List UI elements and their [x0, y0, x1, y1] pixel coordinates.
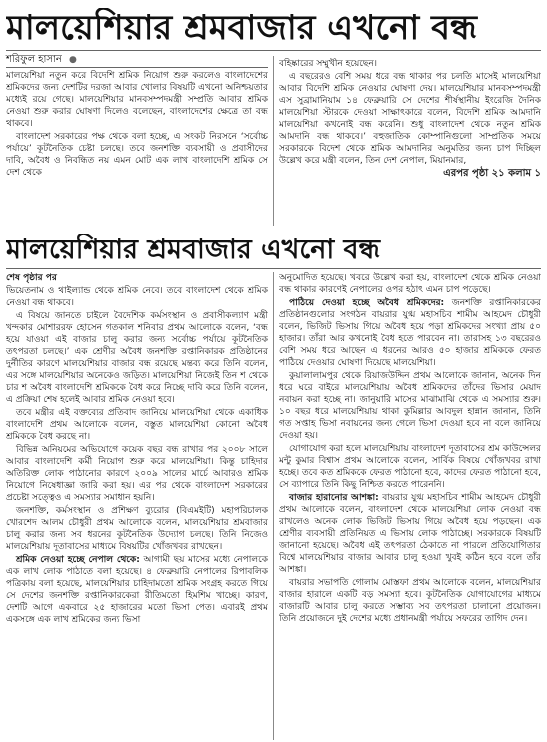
cont-left-column	[6, 272, 268, 740]
continuation-clipping	[0, 230, 547, 742]
front-page-clipping	[0, 0, 547, 228]
fear-text: বায়রার যুগ্ম মহাসচিব শামীম আহমেদ চৌধুরী প্রথম আলোকে বলেন, বাংলাদেশ থেকে মালয়েশিয়া লোক নেওয়া বন্ধ রাখলেও অনেক লোক ভিজিট ভিসায় গিয়ে অবৈধ হয়ে পড়ছেন। এক শ্রেণীর ব্যবসায়ী প্রতিনিয়ত এ ভিসায় লোক পাঠাচ্ছে। সরকারকে বিষয়টি জানানো হয়েছে। অবৈধ এই তৎপরতা ঠেকাতে না পারলে প্রতিযোগিতার বিশ্বে মালয়েশিয়ার বাজার আবার চালু হওয়া খুবই কঠিন হবে বলে তাঁর আশঙ্কা।	[279, 493, 541, 575]
byline-rule	[6, 67, 268, 68]
paragraph: মালয়েশিয়া নতুন করে বিদেশি শ্রমিক নিয়োগ শুরু করলেও বাংলাদেশের শ্রমিকদের জন্য দেশটির দরজা আবার খোলার বিষয়টি এখনো অনিশ্চয়তার মধ্যেই রয়ে গেছে। মালয়েশিয়ার মানবসম্পদমন্ত্রী সম্প্রতি আবার শ্রমিক নেওয়া শুরু করার ঘোষণা দিলেও বলেছেন, বাংলাদেশের ক্ষেত্রে তা বন্ধ থাকবে।	[6, 71, 268, 129]
illegal-text: জনশক্তি রপ্তানিকারকের প্রতিষ্ঠানগুলোর সংগঠন বায়রার যুগ্ম মহাসচিব শামীম আহমেদ চৌধুরী বলেন, ভিজিট ভিসায় গিয়ে অবৈধ হয়ে পড়া শ্রমিকদের সংখ্যা প্রায় ৫০ হাজার। তাঁরা আর কখনোই বৈধ হতে পারবেন না। তারাসহ ১৩ বছরেরও বেশি সময় ধরে আছেন এ ধরনের আরও ৫০ হাজার শ্রমিককে ফেরত পাঠিয়ে দেওয়ার ঘোষণা দিয়েছে মালয়েশিয়া।	[279, 298, 541, 368]
column-divider	[273, 56, 274, 226]
continuation-headline: মালয়েশিয়ার শ্রমবাজার এখনো বন্ধ	[6, 234, 380, 265]
paragraph: এ বছরেরও বেশি সময় ধরে বন্ধ থাকার পর চলতি মাসেই মালয়েশিয়া আবার বিদেশি শ্রমিক নেওয়ার ঘোষণা দেয়। মালয়েশিয়ার মানবসম্পদমন্ত্রী এস সুব্রামানিয়াম ১৪ ফেব্রুয়ারি সে দেশের শীর্ষস্থানীয় ইংরেজি দৈনিক মালয়েশিয়া স্টারকে দেওয়া সাক্ষাৎকারে বলেন, বিদেশি শ্রমিক আমদানি মালয়েশিয়া কখনোই বন্ধ করেনি। শুধু বাংলাদেশ থেকে নতুন শ্রমিক আমদানি বন্ধ থাকবে।’ বহুজাতিক কোম্পানিগুলো সাম্প্রতিক সময়ে সরকারকে বিদেশ থেকে শ্রমিক আমদানির অনুমতির জন্য চাপ দিচ্ছিল উল্লেখ করে মন্ত্রী বলেন, তিন দেশ নেপাল, মিয়ানমার,	[279, 72, 541, 166]
paragraph: জনশক্তি, কর্মসংস্থান ও প্রশিক্ষণ ব্যুরোর (বিএমইটি) মহাপরিচালক খোরশেদ আলম চৌধুরী প্রথম আলোকে বলেন, মালয়েশিয়ার শ্রমবাজার চালু করার জন্য সব ধরনের কূটনৈতিক উদ্যোগ চলছে। তিনি নিজেও মালয়েশিয়ায় দূতাবাসের মাধ্যমে বিষয়টির খোঁজখবর রাখছেন।	[6, 506, 268, 552]
headline-rule	[6, 50, 541, 51]
paragraph: অনুমোদিত হয়েছে। খবরে উল্লেখ করা হয়, বাংলাদেশ থেকে শ্রমিক নেওয়া বন্ধ থাকার কারণেই নেপালের ওপর হঠাৎ এমন চাপ পড়েছে।	[279, 273, 541, 295]
continuation-marker: শেষ পৃষ্ঠার পর	[6, 273, 57, 283]
jump-line: এরপর পৃষ্ঠা ২১ কলাম ১	[443, 168, 541, 179]
cont-right-column	[279, 272, 541, 740]
headline-rule	[6, 268, 541, 269]
front-right-column	[279, 58, 541, 226]
paragraph: কুয়ালালামপুর থেকে রিয়াজউদ্দিন প্রথম আলোকে জানান, অনেক দিন ধরে ঘরে বাইরে মালয়েশিয়ায় অবৈধ শ্রমিকদের তাঁদের ভিসার মেয়াদ নবায়ন করা হচ্ছে না। জানুয়ারি মাসের মাঝামাঝি থেকে এ সমস্যার শুরু। ১০ বছর ধরে মালয়েশিয়ায় থাকা কুমিল্লার আবদুল হান্নান জানান, তিনি গত সপ্তাহ ভিসা নবায়নের জন্য গেলে ভিসা দেওয়া হবে না বলে জানিয়ে দেওয়া হয়।	[279, 371, 541, 441]
subheading-nepal: শ্রমিক নেওয়া হচ্ছে নেপাল থেকে:	[16, 555, 140, 565]
bullet-icon: ●	[69, 55, 77, 65]
paragraph: ভিয়েতনাম ও থাইল্যান্ড থেকে শ্রমিক নেবে। তবে বাংলাদেশ থেকে শ্রমিক নেওয়া বন্ধ থাকবে।	[6, 286, 268, 308]
paragraph: এ বিষয়ে জানতে চাইলে বৈদেশিক কর্মসংস্থান ও প্রবাসীকল্যাণ মন্ত্রী খন্দকার মোশাররফ হোসেন গতকাল শনিবার প্রথম আলোকে বলেন, ‘বন্ধ হয়ে যাওয়া এই বাজার চালু করার জন্য সর্বোচ্চ পর্যায়ে কূটনৈতিক তৎপরতা চলছে।’ এক শ্রেণীর অবৈধ জনশক্তি রপ্তানিকারক প্রতিষ্ঠানের দুর্নীতির কারণে মালয়েশিয়ার বাজার বন্ধ রয়েছে মন্তব্য করে তিনি বলেন, এর সঙ্গে মালয়েশিয়ার অনেকেও জড়িত। মালয়েশিয়া নিজেই তিন শ থেকে চার শ অবৈধ বাংলাদেশি শ্রমিককে বৈধ করে নিচ্ছে দাবি করে তিনি বলেন, এ প্রক্রিয়া শেষ হলেই আবার শ্রমিক নেওয়া হবে।	[6, 311, 268, 405]
paragraph	[6, 554, 268, 626]
nepal-text: আগামী ছয় মাসের মধ্যে নেপালকে এক লাখ লোক পাঠাতে বলা হয়েছে। ৪ ফেব্রুয়ারি নেপালের রিপাবলিক পত্রিকায় বলা হয়েছে, মালয়েশিয়ার চাহিদামতো শ্রমিক সংগ্রহ করতে গিয়ে সে দেশের জনশক্তি রপ্তানিকারকেরা রীতিমতো হিমশিম খাচ্ছে। কারণ, দেশটি আগে একবারে ২৫ হাজারের মতো ভিসা পেত। এবারই প্রথম একসঙ্গে এক লাখ শ্রমিকের জন্য ভিসা	[6, 555, 268, 625]
paragraph: বায়রার সভাপতি গোলাম মোস্তফা প্রথম আলোকে বলেন, মালয়েশিয়ার বাজার হারালে একটি বড় সমস্যা হবে। কূটনৈতিক যোগাযোগের মাধ্যমে বাজারটি আবার চালু করতে সম্ভাব্য সব তৎপরতা চালানো প্রয়োজন। তিনি প্রয়োজনে দুই দেশের মধ্যে প্রধানমন্ত্রী পর্যায়ে সফরের তাগিদ দেন।	[279, 578, 541, 624]
paragraph: যোগাযোগ করা হলে মালয়েশিয়ায় বাংলাদেশ দূতাবাসের শ্রম কাউন্সেলর মন্টু কুমার বিশ্বাস প্রথম আলোকে বলেন, সার্বিক বিষয়ে খোঁজখবর রাখা হচ্ছে। তবে কত শ্রমিককে ফেরত পাঠানো হবে, কাদের ফেরত পাঠানো হবে, সে ব্যাপারে তিনি কিছু নিশ্চিত করতে পারেননি।	[279, 444, 541, 490]
paragraph: বাংলাদেশ সরকারের পক্ষ থেকে বলা হচ্ছে, এ সংকট নিরসনে ‘সর্বোচ্চ পর্যায়ে’ কূটনৈতিক চেষ্টা চলছে। তবে জনশক্তি ব্যবসায়ী ও প্রবাসীদের দাবি, অবৈধ ও নিবন্ধিত নয় এমন মোট এক লাখ বাংলাদেশি শ্রমিক সে দেশ থেকে	[6, 132, 268, 178]
front-page-headline: মালয়েশিয়ার শ্রমবাজার এখনো বন্ধ	[6, 8, 477, 48]
front-left-column	[6, 70, 268, 226]
byline-author: শরিফুল হাসান	[6, 54, 62, 65]
column-divider	[273, 272, 274, 740]
paragraph	[279, 492, 541, 576]
byline	[6, 53, 77, 67]
subheading-illegal: পাঠিয়ে দেওয়া হচ্ছে অবৈধ শ্রমিকদের:	[289, 298, 445, 308]
paragraph: বিভিন্ন অনিয়মের অভিযোগে কয়েক বছর বন্ধ রাখার পর ২০০৮ সালে আবার বাংলাদেশি কর্মী নিয়োগ শুরু করে মালয়েশিয়া। কিন্তু চাহিদার অতিরিক্ত লোক পাঠানোর কারণে ২০০৯ সালের মার্চে আবারও শ্রমিক নিয়োগে নিষেধাজ্ঞা জারি করা হয়। এর পর থেকে বাংলাদেশ সরকারের প্রচেষ্টা সত্ত্বেও এ সমস্যার সমাধান হয়নি।	[6, 445, 268, 503]
paragraph	[279, 297, 541, 369]
paragraph: তবে মন্ত্রীর এই বক্তব্যের প্রতিবাদ জানিয়ে মালয়েশিয়া থেকে একাধিক বাংলাদেশি প্রথম আলোকে বলেন, বস্তুত মালয়েশিয়া কোনো অবৈধ শ্রমিককে বৈধ করছে না।	[6, 408, 268, 442]
subheading-fear: বাজার হারানোর আশঙ্কা:	[289, 493, 379, 503]
paragraph: বহিষ্কারের সম্মুখীন হয়েছেন।	[279, 59, 377, 69]
